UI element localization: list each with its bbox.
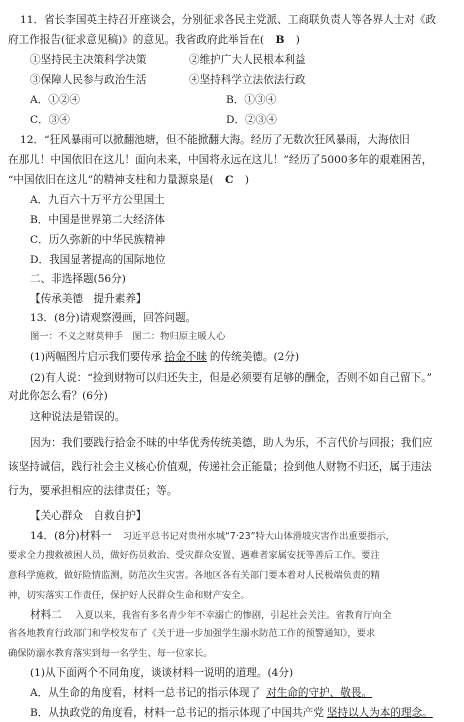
q14-answer-a-fill: 对生命的守护、敬畏。 — [266, 687, 373, 699]
q14-material1-line2: 要求全力搜救被困人员，做好伤员救治、受灾群众安置、遇难者家属安抚等善后工作。要注 — [8, 550, 380, 561]
q13-part1-text: (1)两幅图片启示我们要传承 — [30, 351, 162, 363]
q13-answer-line1: 这种说法是错误的。 — [30, 411, 126, 423]
q14-material2-label: 材料二 — [30, 609, 62, 621]
q11-option-1: ①坚持民主决策科学决策 — [30, 54, 147, 66]
q14-material1-line1 — [30, 529, 395, 544]
q11-answer: B — [275, 34, 285, 46]
section-heading: 二、非选择题(56分) — [30, 273, 126, 285]
q14-material1-line3: 意科学施救，做好险情监测，防范次生灾害。各地区各有关部门要本着对人民极端负责的精 — [8, 570, 380, 581]
q13-stem: 13．(8分)请观察漫画，回答问题。 — [30, 312, 197, 324]
q11-paren-close: ) — [295, 34, 300, 46]
q13-part1-answer: 拾金不昧 — [164, 351, 207, 363]
q14-label: 14．(8分)材料一 — [30, 530, 112, 542]
q14-answer-b-fill: 坚持以人为本的理念。 — [326, 707, 433, 719]
q11-option-4: ④坚持科学立法依法行政 — [189, 74, 306, 86]
q12-choice-a: A．九百六十万平方公里国土 — [30, 194, 165, 206]
q14-answer-a-text: A．从生命的角度看，材料一总书记的指示体现了 — [30, 687, 261, 699]
q12-answer: C — [225, 174, 234, 186]
q11-stem-line1: 11．省长李国英主持召开座谈会，分别征求各民主党派、工商联负责人等各界人士对《政 — [20, 14, 437, 26]
q11-choice-a: A．①②④ — [30, 94, 81, 106]
q14-material2-line3: 确保防溺水教育落实到每一名学生、每一位家长。 — [8, 648, 213, 659]
q13-answer-line2: 因为：我们要践行拾金不昧的中华优秀传统美德，助人为乐，不言代价与回报；我们应 — [30, 437, 433, 449]
q12-stem-text: “中国依旧在这儿”的精神支柱和力量源泉是( — [8, 174, 214, 186]
q14-material2-line2: 省各地教育行政部门和学校发布了《关于进一步加强学生溺水防范工作的预警通知》，要求 — [8, 628, 376, 639]
q14-material2-line1 — [30, 608, 391, 623]
q14-material1-line4: 神，切实落实工作责任，保护好人民群众生命和财产安全。 — [8, 590, 250, 601]
q13-answer-line4: 行为，要承担相应的法律责任；等。 — [8, 485, 178, 497]
q14-answer-a — [30, 686, 378, 700]
q11-stem-text: 府工作报告(征求意见稿)》的意见。我省政府此举旨在( — [8, 34, 265, 46]
q14-part1: (1)从下面两个不同角度，谈谈材料一说明的道理。(4分) — [30, 667, 294, 679]
q13-figure-captions: 图一：不义之财莫伸手 图二：物归原主暖人心 — [30, 331, 226, 342]
q14-answer-b-text: B．从执政党的角度看，材料一总书记的指示体现了中国共产党 — [30, 707, 324, 719]
q12-stem-line1: 12．“狂风暴雨可以掀翻池塘，但不能掀翻大海。经历了无数次狂风暴雨，大海依旧 — [20, 134, 410, 146]
subsection-heading-2: 【关心群众 自救自护】 — [30, 510, 147, 522]
q13-part2-line1: (2)有人说：“捡到财物可以归还失主，但是必须要有足够的酬金，否则不如自己留下。” — [30, 372, 432, 384]
q11-choice-b: B．①③④ — [226, 94, 277, 106]
q12-stem-line3 — [8, 173, 249, 187]
q12-choice-d: D．我国显著提高的国际地位 — [30, 254, 166, 266]
q12-stem-line2: 在那儿！中国依旧在这儿！面向未来，中国将永远在这儿！”经历了5000多年的艰难困苦， — [8, 154, 433, 166]
q12-choice-c: C．历久弥新的中华民族精神 — [30, 234, 166, 246]
q14-material1-text: 习近平总书记对贵州水城“7·23”特大山体滑坡灾害作出重要指示， — [122, 531, 395, 542]
q13-part1 — [30, 350, 299, 364]
q13-answer-line3: 该坚持诚信，践行社会主义核心价值观，传递社会正能量；捡到他人财物不归还，属于违法 — [8, 461, 432, 473]
q12-paren-close: ) — [244, 174, 249, 186]
q11-stem-line2 — [8, 33, 300, 47]
q14-material2-text: 入夏以来，我省有多名青少年不幸溺亡的惨剧，引起社会关注。省教育厅向全 — [75, 610, 392, 621]
q13-part2-line2: 对此你怎么看？(6分) — [8, 390, 108, 402]
q11-option-3: ③保障人民参与政治生活 — [30, 74, 147, 86]
subsection-heading-1: 【传承美德 提升素养】 — [30, 293, 147, 305]
q12-choice-b: B．中国是世界第二大经济体 — [30, 214, 165, 226]
q13-part1-tail: 的传统美德。(2分) — [209, 351, 300, 363]
q14-answer-b — [30, 706, 436, 720]
q11-option-2: ②维护广大人民根本利益 — [189, 54, 306, 66]
q11-choice-c: C．③④ — [30, 114, 70, 126]
q11-choice-d: D．②③④ — [226, 114, 277, 126]
